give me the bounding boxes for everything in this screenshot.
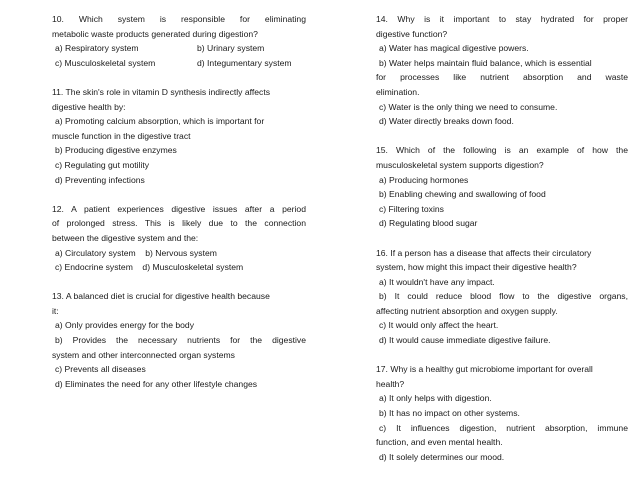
option-a: a) Only provides energy for the body bbox=[55, 320, 195, 331]
option-a: a) Promoting calcium absorption, which is important for bbox=[55, 116, 265, 127]
question-15 bbox=[376, 143, 628, 231]
option-b: b) Water helps maintain fluid balance, which is essential bbox=[379, 57, 592, 68]
option-a: a) Water has magical digestive powers. bbox=[379, 43, 529, 54]
option-row bbox=[52, 56, 306, 71]
question-stem: digestive health by: bbox=[52, 101, 126, 112]
question-stem: 16. If a person has a disease that affects their circulatory bbox=[376, 247, 592, 258]
option-d: d) Water directly breaks down food. bbox=[379, 116, 514, 127]
question-stem: 11. The skin's role in vitamin D synthesis indirectly affects bbox=[52, 86, 271, 97]
question-stem: 15. Which of the following is an example of how the bbox=[376, 145, 628, 156]
question-16 bbox=[376, 246, 628, 348]
option-a: a) Respiratory system bbox=[55, 43, 139, 54]
option-c: c) It would only affect the heart. bbox=[379, 320, 499, 331]
option-b: b) Enabling chewing and swallowing of food bbox=[379, 189, 546, 200]
option-c: c) Filtering toxins bbox=[379, 203, 444, 214]
question-17 bbox=[376, 362, 628, 464]
question-13 bbox=[52, 289, 306, 391]
question-stem: of prolonged stress. This is likely due to the connection bbox=[52, 218, 306, 229]
question-stem: 10. Which system is responsible for eliminating bbox=[52, 14, 306, 24]
option-b-continued: affecting nutrient absorption and oxygen supply. bbox=[376, 305, 558, 316]
option-c: c) Water is the only thing we need to consume. bbox=[379, 101, 558, 112]
option-row bbox=[52, 260, 306, 275]
question-12 bbox=[52, 202, 306, 275]
option-b: b) Provides the necessary nutrients for the digestive bbox=[55, 335, 306, 346]
option-row bbox=[52, 41, 306, 56]
option-b: b) It could reduce blood flow to the digestive organs, bbox=[379, 291, 628, 302]
option-b: b) Urinary system bbox=[197, 43, 265, 54]
question-11 bbox=[52, 85, 306, 187]
right-column bbox=[376, 12, 628, 464]
question-stem: 14. Why is it important to stay hydrated for proper bbox=[376, 14, 628, 24]
option-b: b) Nervous system bbox=[145, 247, 217, 258]
option-d: d) Preventing infections bbox=[55, 174, 145, 185]
option-d: d) Regulating blood sugar bbox=[379, 218, 478, 229]
option-b-continued: system and other interconnected organ systems bbox=[52, 349, 235, 360]
option-d: d) Integumentary system bbox=[197, 57, 292, 68]
option-a: a) It only helps with digestion. bbox=[379, 393, 492, 404]
option-d: d) It solely determines our mood. bbox=[379, 451, 505, 462]
option-b: b) Producing digestive enzymes bbox=[55, 145, 177, 156]
option-c: c) It influences digestion, nutrient absorption, immune bbox=[379, 422, 628, 433]
option-c-continued: function, and even mental health. bbox=[376, 437, 503, 448]
question-stem: it: bbox=[52, 305, 59, 316]
question-stem: 17. Why is a healthy gut microbiome important for overall bbox=[376, 364, 593, 375]
option-a: a) Circulatory system bbox=[55, 247, 136, 258]
question-10 bbox=[52, 12, 306, 70]
option-d: d) It would cause immediate digestive failure. bbox=[379, 335, 551, 346]
option-c: c) Endocrine system bbox=[55, 262, 133, 273]
option-c: c) Regulating gut motility bbox=[55, 159, 150, 170]
question-stem: metabolic waste products generated during digestion? bbox=[52, 28, 258, 39]
left-column bbox=[52, 12, 306, 391]
question-14 bbox=[376, 12, 628, 129]
option-b-continued: elimination. bbox=[376, 86, 420, 97]
option-c: c) Prevents all diseases bbox=[55, 364, 146, 375]
option-d: d) Musculoskeletal system bbox=[142, 262, 244, 273]
question-stem: between the digestive system and the: bbox=[52, 232, 199, 243]
option-b: b) It has no impact on other systems. bbox=[379, 408, 520, 419]
option-d: d) Eliminates the need for any other lifestyle changes bbox=[55, 378, 258, 389]
question-stem: system, how might this impact their digestive health? bbox=[376, 262, 577, 273]
option-b-continued: for processes like nutrient absorption and waste bbox=[376, 72, 628, 83]
question-stem: 13. A balanced diet is crucial for digestive health because bbox=[52, 291, 270, 302]
option-c: c) Musculoskeletal system bbox=[55, 57, 156, 68]
question-stem: 12. A patient experiences digestive issues after a period bbox=[52, 203, 306, 214]
question-stem: musculoskeletal system supports digestion? bbox=[376, 159, 544, 170]
option-a-continued: muscle function in the digestive tract bbox=[52, 130, 191, 141]
option-a: a) Producing hormones bbox=[379, 174, 469, 185]
question-stem: digestive function? bbox=[376, 28, 448, 39]
question-stem: health? bbox=[376, 378, 405, 389]
option-a: a) It wouldn't have any impact. bbox=[379, 276, 495, 287]
option-row bbox=[52, 246, 306, 261]
